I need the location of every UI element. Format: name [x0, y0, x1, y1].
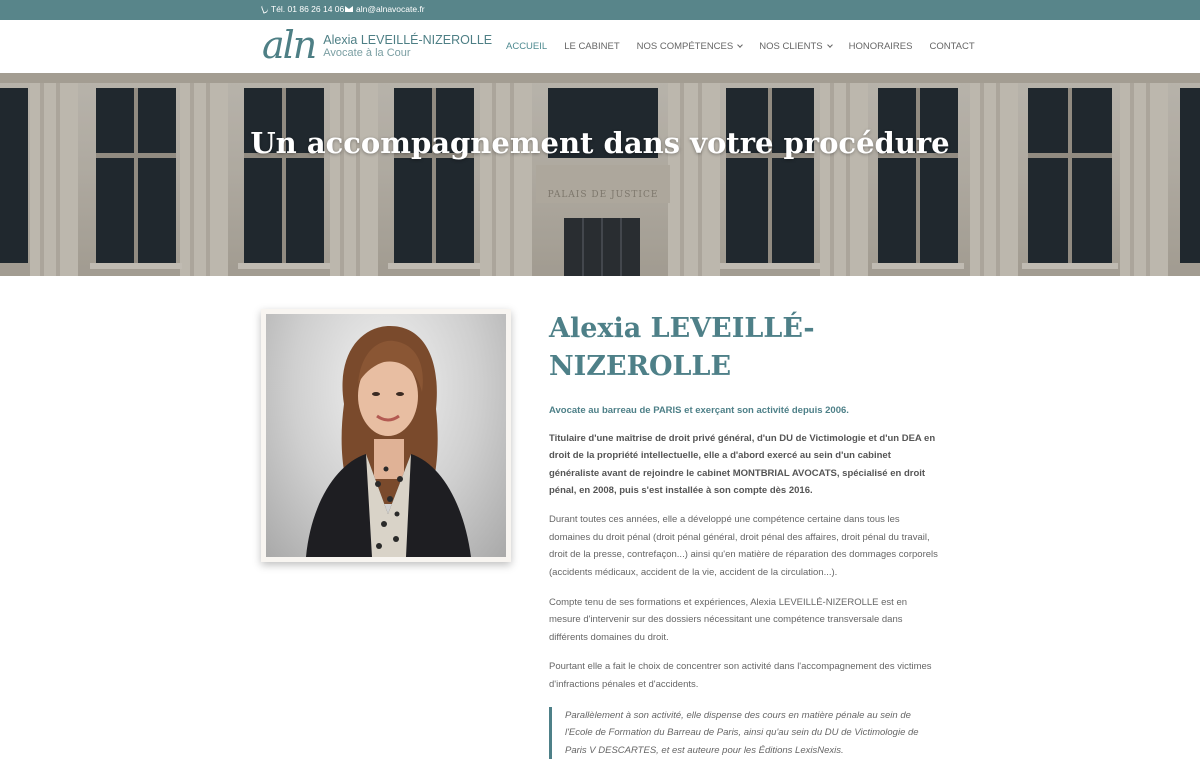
nav-item-honoraires[interactable]: HONORAIRES	[848, 41, 913, 52]
site-logo[interactable]	[262, 25, 492, 65]
hero-banner	[0, 73, 1200, 276]
profile-lead: Avocate au barreau de PARIS et exerçant son activité depuis 2006.	[549, 405, 849, 416]
profile-education: Titulaire d'une maîtrise de droit privé général, d'un DU de Victimologie et d'un DEA en droit de la propriété intellectuelle, elle a d'abord exercé au sein d'un cabinet généraliste avant de rejoindre le cabinet MONTBRIAL AVOCATS, spécialisé en droit pénal, en 2008, puis s'est installée à son compte dès 2016.	[549, 433, 936, 496]
nav-item-contact[interactable]: CONTACT	[929, 41, 975, 52]
portrait-photo	[266, 314, 506, 557]
hero-title: Un accompagnement dans votre procédure	[250, 126, 950, 160]
profile-quote: Parallèlement à son activité, elle dispense des cours en matière pénale au sein de l'Ecole de Formation du Barreau de Paris, ainsi qu'au sein du DU de Victimologie de Paris V DESCARTES, et est auteure pour les Éditions LexisNexis.	[549, 707, 941, 760]
profile-name: Alexia LEVEILLÉ-NIZEROLLE	[549, 313, 815, 382]
main-nav	[506, 41, 992, 52]
profile-content	[549, 310, 941, 759]
top-bar	[0, 0, 1200, 20]
profile-paragraph-3: Pourtant elle a fait le choix de concentrer son activité dans l'accompagnement des victimes d'infractions pénales et d'accidents.	[549, 661, 932, 690]
logo-subtitle: Avocate à la Cour	[323, 47, 411, 59]
hero-overlay	[0, 73, 1200, 276]
nav-item-nos-competences-label: NOS COMPÉTENCES	[636, 41, 734, 52]
chevron-down-icon	[737, 42, 743, 48]
logo-text	[323, 34, 492, 60]
logo-mark: aln	[262, 23, 316, 67]
email-contact[interactable]	[345, 4, 425, 14]
profile-paragraph-1: Durant toutes ces années, elle a développé une compétence certaine dans tous les domaines du droit pénal (droit pénal général, droit pénal des affaires, droit pénal du travail, droit de la presse, contrefaçon...) ainsi qu'en matière de réparation des dommages corporels (accidents médicaux, accident de la vie, accident de la circulation...).	[549, 514, 938, 578]
chevron-down-icon	[827, 42, 833, 48]
nav-item-accueil[interactable]: ACCUEIL	[506, 41, 548, 52]
building-inscription: PALAIS DE JUSTICE	[547, 190, 659, 200]
nav-item-le-cabinet[interactable]: LE CABINET	[564, 41, 620, 52]
phone-contact[interactable]	[262, 4, 344, 14]
phone-number[interactable]: Tél. 01 86 26 14 06	[271, 4, 345, 14]
nav-item-nos-competences[interactable]	[637, 41, 743, 52]
portrait-frame	[261, 309, 511, 562]
person-portrait-image	[266, 314, 506, 557]
nav-item-nos-clients[interactable]	[759, 41, 831, 52]
phone-icon	[261, 4, 269, 14]
mail-icon	[345, 6, 353, 12]
logo-name: Alexia LEVEILLÉ-NIZEROLLE	[323, 33, 493, 47]
nav-item-nos-clients-label: NOS CLIENTS	[759, 41, 823, 52]
email-address[interactable]: aln@alnavocate.fr	[356, 4, 425, 14]
site-header	[0, 20, 1200, 73]
profile-paragraph-2: Compte tenu de ses formations et expériences, Alexia LEVEILLÉ-NIZEROLLE est en mesure d'intervenir sur des dossiers nécessitant une compétence transversale dans différents domaines du droit.	[549, 596, 908, 643]
